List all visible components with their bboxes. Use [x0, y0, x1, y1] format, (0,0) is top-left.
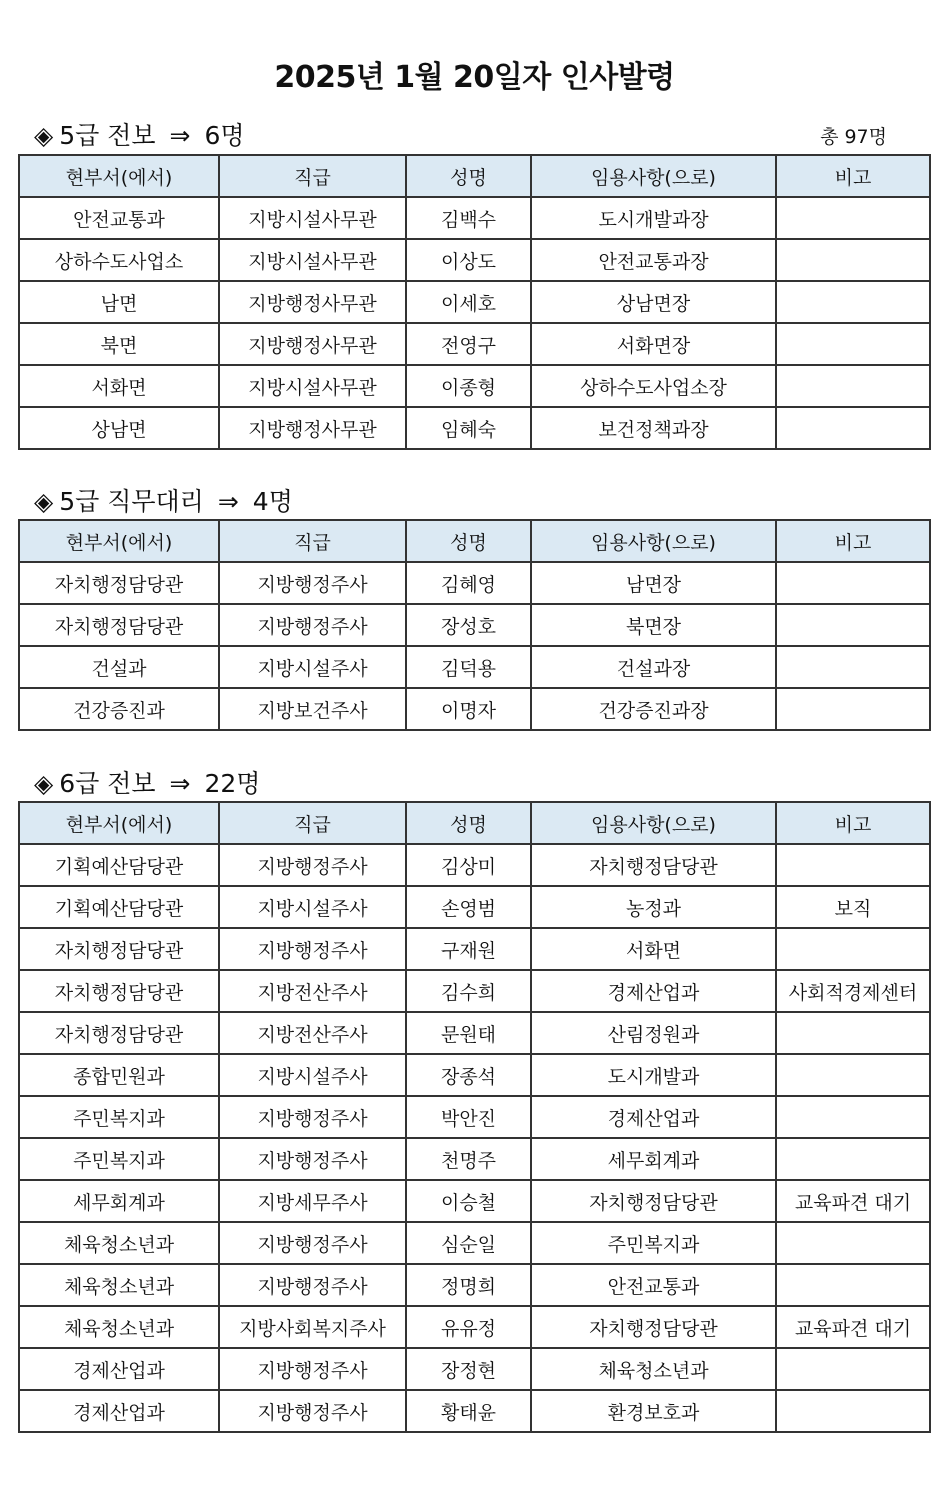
personnel-table-5-acting — [18, 519, 931, 731]
cell-remarks: 사회적경제센터 — [776, 970, 930, 1012]
table-row — [19, 886, 930, 928]
cell-name: 임혜숙 — [406, 407, 531, 449]
cell-remarks — [776, 604, 930, 646]
table-row — [19, 1306, 930, 1348]
cell-rank: 지방시설주사 — [219, 646, 406, 688]
cell-remarks — [776, 1264, 930, 1306]
cell-remarks — [776, 688, 930, 730]
table-header-row — [19, 520, 930, 562]
cell-remarks — [776, 1096, 930, 1138]
cell-assignment: 경제산업과 — [531, 1096, 776, 1138]
table-row — [19, 1348, 930, 1390]
cell-assignment: 주민복지과 — [531, 1222, 776, 1264]
column-header-from-dept: 현부서(에서) — [19, 802, 219, 844]
cell-assignment: 산림정원과 — [531, 1012, 776, 1054]
cell-assignment: 환경보호과 — [531, 1390, 776, 1432]
table-row — [19, 197, 930, 239]
cell-name: 문원태 — [406, 1012, 531, 1054]
cell-remarks — [776, 365, 930, 407]
cell-name: 유유정 — [406, 1306, 531, 1348]
cell-assignment: 보건정책과장 — [531, 407, 776, 449]
table-row — [19, 562, 930, 604]
cell-remarks — [776, 1012, 930, 1054]
table-row — [19, 239, 930, 281]
cell-rank: 지방시설주사 — [219, 886, 406, 928]
cell-rank: 지방행정사무관 — [219, 407, 406, 449]
cell-rank: 지방전산주사 — [219, 1012, 406, 1054]
right-double-arrow-icon: ⇒ — [169, 121, 191, 150]
diamond-bullet-icon: ◈ — [34, 121, 54, 150]
cell-from-dept: 경제산업과 — [19, 1390, 219, 1432]
cell-assignment: 자치행정담당관 — [531, 1306, 776, 1348]
cell-name: 황태윤 — [406, 1390, 531, 1432]
cell-name: 김수희 — [406, 970, 531, 1012]
section-count: 4명 — [252, 487, 293, 516]
cell-name: 장정현 — [406, 1348, 531, 1390]
cell-rank: 지방사회복지주사 — [219, 1306, 406, 1348]
column-header-rank: 직급 — [219, 520, 406, 562]
cell-remarks — [776, 1222, 930, 1264]
section-heading-6-transfer — [34, 764, 260, 800]
cell-from-dept: 상하수도사업소 — [19, 239, 219, 281]
column-header-assignment: 임용사항(으로) — [531, 155, 776, 197]
cell-name: 김혜영 — [406, 562, 531, 604]
cell-assignment: 서화면 — [531, 928, 776, 970]
cell-from-dept: 자치행정담당관 — [19, 928, 219, 970]
cell-remarks — [776, 281, 930, 323]
cell-rank: 지방행정주사 — [219, 562, 406, 604]
cell-rank: 지방행정주사 — [219, 928, 406, 970]
table-row — [19, 604, 930, 646]
table-row — [19, 646, 930, 688]
column-header-name: 성명 — [406, 802, 531, 844]
table-row — [19, 1138, 930, 1180]
cell-remarks — [776, 407, 930, 449]
cell-remarks: 교육파견 대기 — [776, 1306, 930, 1348]
cell-rank: 지방시설주사 — [219, 1054, 406, 1096]
cell-name: 장종석 — [406, 1054, 531, 1096]
section-count: 6명 — [204, 121, 245, 150]
cell-from-dept: 자치행정담당관 — [19, 604, 219, 646]
diamond-bullet-icon: ◈ — [34, 769, 54, 798]
cell-rank: 지방시설사무관 — [219, 197, 406, 239]
cell-name: 이세호 — [406, 281, 531, 323]
cell-rank: 지방시설사무관 — [219, 239, 406, 281]
cell-remarks — [776, 1348, 930, 1390]
cell-from-dept: 서화면 — [19, 365, 219, 407]
cell-rank: 지방행정사무관 — [219, 281, 406, 323]
cell-from-dept: 체육청소년과 — [19, 1222, 219, 1264]
cell-rank: 지방행정주사 — [219, 1222, 406, 1264]
cell-from-dept: 자치행정담당관 — [19, 562, 219, 604]
right-double-arrow-icon: ⇒ — [217, 487, 239, 516]
column-header-assignment: 임용사항(으로) — [531, 802, 776, 844]
cell-remarks — [776, 197, 930, 239]
personnel-table-6-transfer — [18, 801, 931, 1433]
cell-from-dept: 남면 — [19, 281, 219, 323]
cell-from-dept: 북면 — [19, 323, 219, 365]
cell-name: 전영구 — [406, 323, 531, 365]
cell-remarks: 보직 — [776, 886, 930, 928]
table-header-row — [19, 802, 930, 844]
column-header-name: 성명 — [406, 155, 531, 197]
cell-name: 이상도 — [406, 239, 531, 281]
cell-name: 장성호 — [406, 604, 531, 646]
cell-remarks — [776, 844, 930, 886]
cell-from-dept: 안전교통과 — [19, 197, 219, 239]
cell-from-dept: 세무회계과 — [19, 1180, 219, 1222]
table-row — [19, 1264, 930, 1306]
cell-name: 구재원 — [406, 928, 531, 970]
table-row — [19, 407, 930, 449]
total-count: 총 97명 — [820, 126, 887, 148]
cell-remarks — [776, 1138, 930, 1180]
cell-assignment: 서화면장 — [531, 323, 776, 365]
table-row — [19, 365, 930, 407]
cell-assignment: 자치행정담당관 — [531, 1180, 776, 1222]
column-header-remarks: 비고 — [776, 802, 930, 844]
table-row — [19, 1012, 930, 1054]
table-row — [19, 1054, 930, 1096]
cell-assignment: 농정과 — [531, 886, 776, 928]
table-row — [19, 1180, 930, 1222]
cell-rank: 지방행정주사 — [219, 1348, 406, 1390]
cell-assignment: 건강증진과장 — [531, 688, 776, 730]
section-name: 6급 전보 — [59, 769, 156, 798]
table-header-row — [19, 155, 930, 197]
cell-name: 심순일 — [406, 1222, 531, 1264]
cell-remarks — [776, 646, 930, 688]
cell-from-dept: 주민복지과 — [19, 1096, 219, 1138]
column-header-rank: 직급 — [219, 155, 406, 197]
table-row — [19, 281, 930, 323]
cell-from-dept: 건설과 — [19, 646, 219, 688]
section-heading-5-acting — [34, 482, 293, 518]
column-header-from-dept: 현부서(에서) — [19, 520, 219, 562]
cell-assignment: 남면장 — [531, 562, 776, 604]
cell-from-dept: 종합민원과 — [19, 1054, 219, 1096]
cell-from-dept: 상남면 — [19, 407, 219, 449]
cell-assignment: 경제산업과 — [531, 970, 776, 1012]
column-header-rank: 직급 — [219, 802, 406, 844]
cell-assignment: 상남면장 — [531, 281, 776, 323]
section-name: 5급 전보 — [59, 121, 156, 150]
diamond-bullet-icon: ◈ — [34, 487, 54, 516]
cell-rank: 지방행정주사 — [219, 1264, 406, 1306]
cell-from-dept: 체육청소년과 — [19, 1306, 219, 1348]
cell-assignment: 도시개발과 — [531, 1054, 776, 1096]
column-header-assignment: 임용사항(으로) — [531, 520, 776, 562]
page-title: 2025년 1월 20일자 인사발령 — [274, 60, 675, 95]
cell-assignment: 자치행정담당관 — [531, 844, 776, 886]
table-row — [19, 844, 930, 886]
cell-name: 김상미 — [406, 844, 531, 886]
table-row — [19, 970, 930, 1012]
cell-name: 이명자 — [406, 688, 531, 730]
table-row — [19, 688, 930, 730]
cell-from-dept: 경제산업과 — [19, 1348, 219, 1390]
column-header-name: 성명 — [406, 520, 531, 562]
cell-name: 김덕용 — [406, 646, 531, 688]
table-row — [19, 1222, 930, 1264]
cell-remarks — [776, 928, 930, 970]
cell-name: 이승철 — [406, 1180, 531, 1222]
cell-from-dept: 체육청소년과 — [19, 1264, 219, 1306]
section-name: 5급 직무대리 — [59, 487, 204, 516]
cell-rank: 지방보건주사 — [219, 688, 406, 730]
cell-assignment: 안전교통과장 — [531, 239, 776, 281]
table-row — [19, 1096, 930, 1138]
cell-name: 천명주 — [406, 1138, 531, 1180]
table-row — [19, 928, 930, 970]
column-header-remarks: 비고 — [776, 155, 930, 197]
section-heading-5-transfer — [34, 116, 245, 152]
cell-rank: 지방행정주사 — [219, 1390, 406, 1432]
cell-name: 정명희 — [406, 1264, 531, 1306]
cell-remarks — [776, 1054, 930, 1096]
cell-name: 김백수 — [406, 197, 531, 239]
cell-from-dept: 건강증진과 — [19, 688, 219, 730]
cell-remarks — [776, 1390, 930, 1432]
cell-rank: 지방시설사무관 — [219, 365, 406, 407]
cell-assignment: 도시개발과장 — [531, 197, 776, 239]
cell-from-dept: 주민복지과 — [19, 1138, 219, 1180]
cell-assignment: 북면장 — [531, 604, 776, 646]
cell-from-dept: 자치행정담당관 — [19, 1012, 219, 1054]
cell-rank: 지방전산주사 — [219, 970, 406, 1012]
cell-remarks — [776, 562, 930, 604]
cell-remarks — [776, 239, 930, 281]
cell-name: 이종형 — [406, 365, 531, 407]
table-row — [19, 323, 930, 365]
cell-rank: 지방행정주사 — [219, 604, 406, 646]
cell-assignment: 체육청소년과 — [531, 1348, 776, 1390]
cell-rank: 지방행정사무관 — [219, 323, 406, 365]
cell-remarks: 교육파견 대기 — [776, 1180, 930, 1222]
cell-assignment: 안전교통과 — [531, 1264, 776, 1306]
cell-name: 박안진 — [406, 1096, 531, 1138]
cell-assignment: 상하수도사업소장 — [531, 365, 776, 407]
cell-rank: 지방세무주사 — [219, 1180, 406, 1222]
table-row — [19, 1390, 930, 1432]
cell-name: 손영범 — [406, 886, 531, 928]
column-header-remarks: 비고 — [776, 520, 930, 562]
cell-from-dept: 자치행정담당관 — [19, 970, 219, 1012]
cell-from-dept: 기획예산담당관 — [19, 886, 219, 928]
cell-rank: 지방행정주사 — [219, 1096, 406, 1138]
right-double-arrow-icon: ⇒ — [169, 769, 191, 798]
cell-rank: 지방행정주사 — [219, 844, 406, 886]
cell-remarks — [776, 323, 930, 365]
cell-assignment: 세무회계과 — [531, 1138, 776, 1180]
column-header-from-dept: 현부서(에서) — [19, 155, 219, 197]
cell-assignment: 건설과장 — [531, 646, 776, 688]
section-count: 22명 — [204, 769, 261, 798]
personnel-table-5-transfer — [18, 154, 931, 450]
cell-rank: 지방행정주사 — [219, 1138, 406, 1180]
cell-from-dept: 기획예산담당관 — [19, 844, 219, 886]
